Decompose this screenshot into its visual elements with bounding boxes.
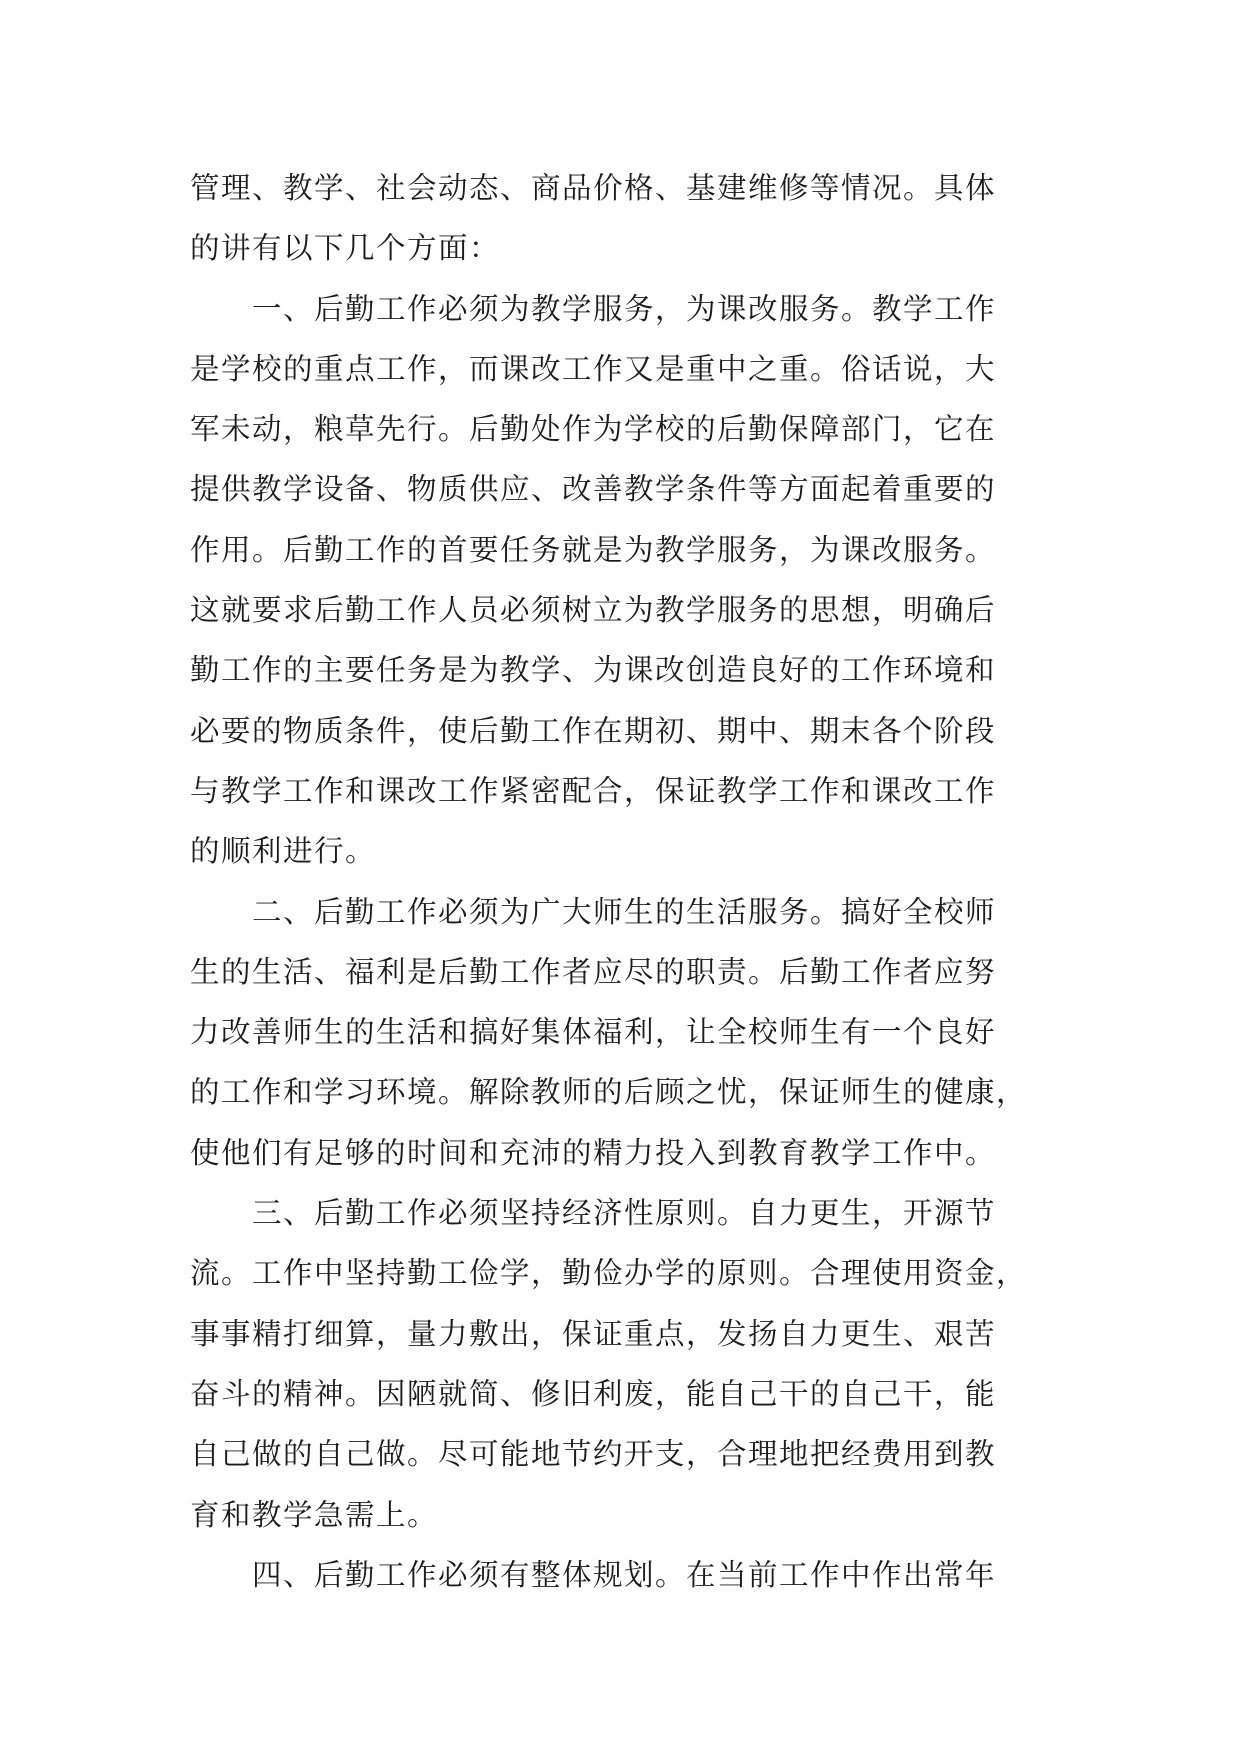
text-line: 必要的物质条件，使后勤工作在期初、期中、期末各个阶段 <box>190 713 997 748</box>
text-line: 生的生活、福利是后勤工作者应尽的职责。后勤工作者应努 <box>190 954 997 989</box>
paragraph-start-line: 二、后勤工作必须为广大师生的生活服务。搞好全校师 <box>252 894 997 929</box>
text-line: 与教学工作和课改工作紧密配合，保证教学工作和课改工作 <box>190 773 997 808</box>
text-line: 这就要求后勤工作人员必须树立为教学服务的思想，明确后 <box>190 593 997 628</box>
text-line: 管理、教学、社会动态、商品价格、基建维修等情况。具体 <box>190 171 997 205</box>
text-line: 勤工作的主要任务是为教学、为课改创造良好的工作环境和 <box>190 653 997 688</box>
text-line: 的工作和学习环境。解除教师的后顾之忧，保证师生的健康， <box>190 1075 1028 1110</box>
text-line: 育和教学急需上。 <box>190 1497 439 1532</box>
text-line: 军未动，粮草先行。后勤处作为学校的后勤保障部门，它在 <box>190 412 997 447</box>
text-line: 事事精打细算，量力敷出，保证重点，发扬自力更生、艰苦 <box>190 1316 997 1351</box>
paragraph-start-line: 四、后勤工作必须有整体规划。在当前工作中作出常年 <box>252 1557 997 1592</box>
paragraph-start-line: 三、后勤工作必须坚持经济性原则。自力更生，开源节 <box>252 1196 997 1231</box>
text-line: 提供教学设备、物质供应、改善教学条件等方面起着重要的 <box>190 472 997 507</box>
text-line: 作用。后勤工作的首要任务就是为教学服务，为课改服务。 <box>190 532 997 567</box>
text-line: 的顺利进行。 <box>190 834 377 869</box>
document-body <box>190 158 1070 1605</box>
text-line: 力改善师生的生活和搞好集体福利，让全校师生有一个良好 <box>190 1015 997 1050</box>
text-line: 奋斗的精神。因陋就简、修旧利废，能自己干的自己干，能 <box>190 1376 997 1411</box>
paragraph-start-line: 一、后勤工作必须为教学服务，为课改服务。教学工作 <box>252 291 997 326</box>
text-line: 使他们有足够的时间和充沛的精力投入到教育教学工作中。 <box>190 1135 997 1170</box>
text-line: 自己做的自己做。尽可能地节约开支，合理地把经费用到教 <box>190 1437 997 1472</box>
text-line: 是学校的重点工作，而课改工作又是重中之重。俗话说，大 <box>190 351 997 386</box>
text-line: 流。工作中坚持勤工俭学，勤俭办学的原则。合理使用资金， <box>190 1256 1028 1291</box>
text-line: 的讲有以下几个方面： <box>190 231 501 266</box>
